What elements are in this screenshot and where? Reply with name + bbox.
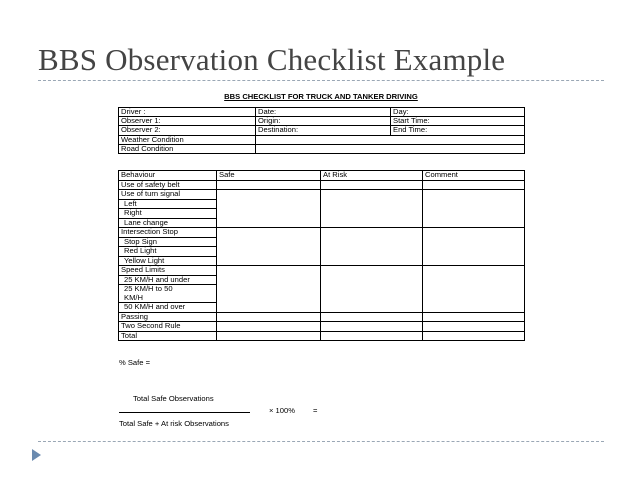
comment-cell (423, 228, 525, 266)
slide-title: BBS Observation Checklist Example (38, 42, 506, 77)
table-row (119, 144, 525, 153)
safe-cell (217, 322, 321, 332)
observer-2-label: Observer 2: (119, 126, 256, 135)
formula-numerator: Total Safe Observations (133, 394, 214, 403)
formula-equals: = (313, 406, 318, 415)
origin-label: Origin: (256, 117, 391, 126)
at-risk-cell (321, 322, 423, 332)
table-row (119, 180, 525, 190)
behaviour-label: Intersection Stop (119, 228, 217, 238)
observer-1-label: Observer 1: (119, 117, 256, 126)
comment-cell (423, 180, 525, 190)
safe-cell (217, 180, 321, 190)
table-row (119, 135, 525, 144)
behaviour-label: Total (119, 331, 217, 341)
fraction-line (119, 412, 250, 413)
percent-safe-label: % Safe = (119, 358, 151, 367)
destination-label: Destination: (256, 126, 391, 135)
table-row (119, 108, 525, 117)
end-time-label: End Time: (391, 126, 525, 135)
header-at-risk: At Risk (321, 171, 423, 181)
at-risk-cell (321, 331, 423, 341)
behaviour-table (118, 170, 525, 341)
weather-condition-value (256, 135, 525, 144)
driver-label: Driver : (119, 108, 256, 117)
footer-divider (38, 441, 604, 442)
comment-cell (423, 266, 525, 313)
behaviour-sublabel: 25 KM/H to 50 (119, 285, 217, 294)
at-risk-cell (321, 312, 423, 322)
table-row (119, 190, 525, 200)
table-row (119, 228, 525, 238)
behaviour-sublabel: Left (119, 199, 217, 209)
bullet-arrow-icon (32, 449, 41, 461)
comment-cell (423, 312, 525, 322)
behaviour-sublabel: KM/H (119, 294, 217, 303)
table-row (119, 126, 525, 135)
start-time-label: Start Time: (391, 117, 525, 126)
road-condition-label: Road Condition (119, 144, 256, 153)
behaviour-label: Passing (119, 312, 217, 322)
table-row (119, 117, 525, 126)
table-row (119, 312, 525, 322)
header-safe: Safe (217, 171, 321, 181)
trip-info-table (118, 107, 525, 154)
date-label: Date: (256, 108, 391, 117)
day-label: Day: (391, 108, 525, 117)
comment-cell (423, 331, 525, 341)
safe-cell (217, 312, 321, 322)
safe-cell (217, 266, 321, 313)
comment-cell (423, 322, 525, 332)
header-behaviour: Behaviour (119, 171, 217, 181)
behaviour-label: Two Second Rule (119, 322, 217, 332)
behaviour-label: Speed Limits (119, 266, 217, 276)
behaviour-sublabel: 50 KM/H and over (119, 303, 217, 313)
table-header-row (119, 171, 525, 181)
behaviour-sublabel: Stop Sign (119, 237, 217, 247)
table-row (119, 322, 525, 332)
header-comment: Comment (423, 171, 525, 181)
behaviour-sublabel: Yellow Light (119, 256, 217, 266)
behaviour-sublabel: 25 KM/H and under (119, 275, 217, 285)
behaviour-sublabel: Right (119, 209, 217, 219)
at-risk-cell (321, 266, 423, 313)
behaviour-sublabel: Lane change (119, 218, 217, 228)
formula-multiplier: × 100% (269, 406, 295, 415)
at-risk-cell (321, 228, 423, 266)
behaviour-sublabel: Red Light (119, 247, 217, 257)
formula-denominator: Total Safe + At risk Observations (119, 419, 229, 428)
weather-condition-label: Weather Condition (119, 135, 256, 144)
table-row (119, 331, 525, 341)
safe-cell (217, 190, 321, 228)
behaviour-label: Use of turn signal (119, 190, 217, 200)
safe-cell (217, 331, 321, 341)
at-risk-cell (321, 180, 423, 190)
road-condition-value (256, 144, 525, 153)
safe-cell (217, 228, 321, 266)
title-divider (38, 80, 604, 81)
table-row (119, 266, 525, 276)
checklist-heading: BBS CHECKLIST FOR TRUCK AND TANKER DRIVING (224, 92, 418, 101)
comment-cell (423, 190, 525, 228)
behaviour-label: Use of safety belt (119, 180, 217, 190)
at-risk-cell (321, 190, 423, 228)
